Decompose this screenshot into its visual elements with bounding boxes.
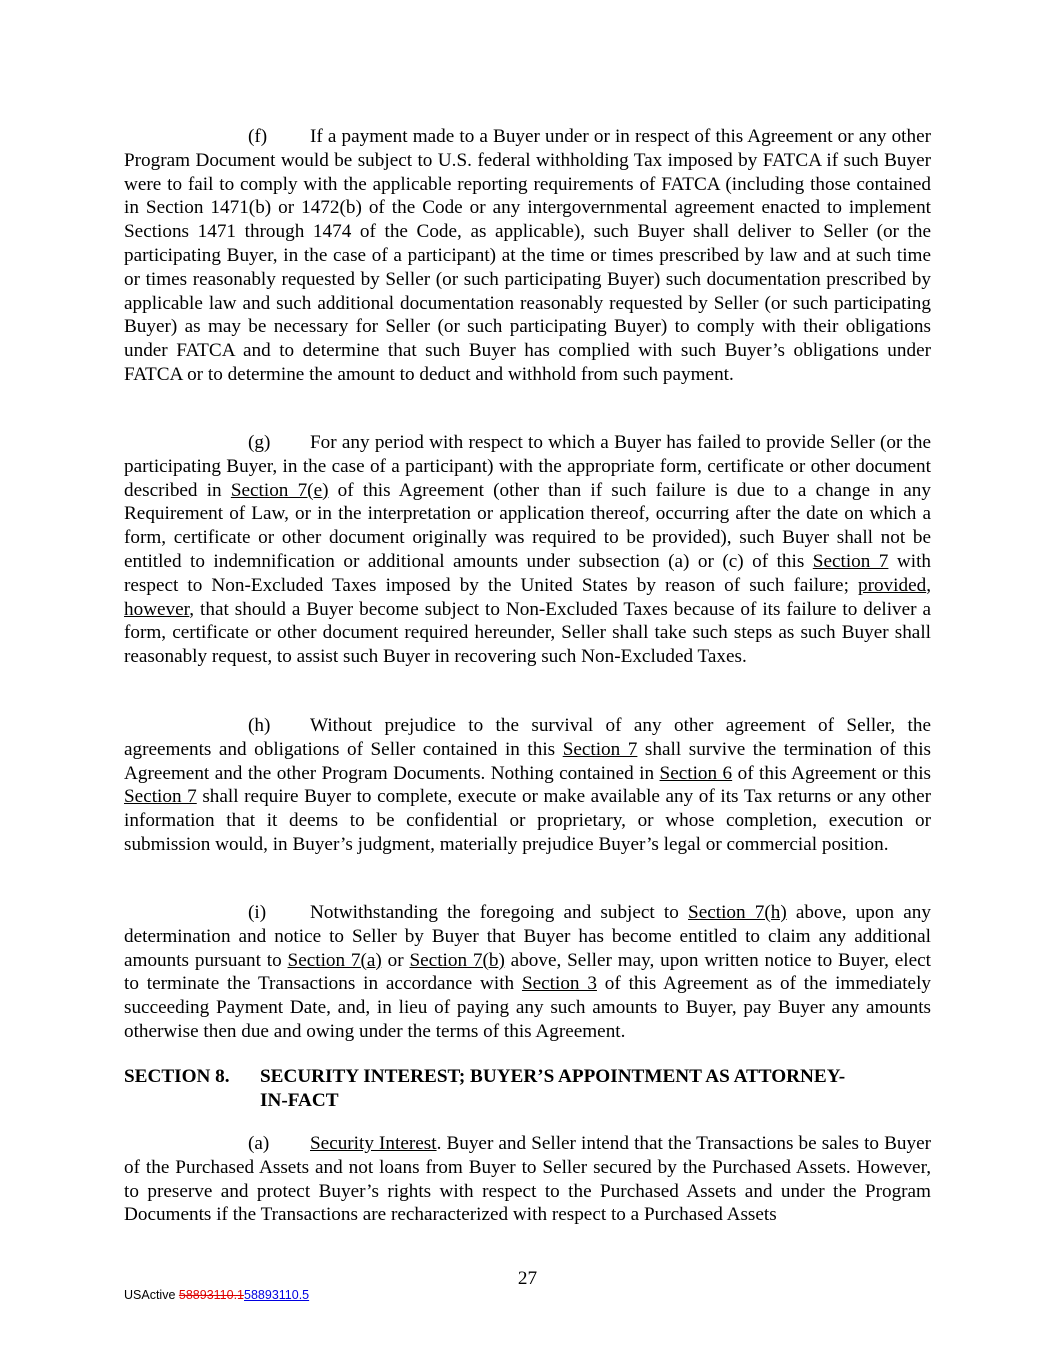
cross-reference-section-7b: Section 7(b) <box>409 949 505 971</box>
paragraph-a-text: . Buyer and Seller intend that the Transactions be sales to Buyer of the Purchased Assets and not loans from Buyer to Seller secured by the Purchased Assets. However, to preserve and protect Buyer’s rights with respect to the Purchased Assets and under the Program Documents if the Transactions are recharacterized with respect to a Purchased Assets <box>124 1133 931 1226</box>
cross-reference-section-7a: Section 7(a) <box>287 949 382 971</box>
paragraph-h-text-2: shall survive the termination of this Agreement and the other Program Documents. Nothing contained in <box>124 738 931 784</box>
paragraph-i-text-1: Notwithstanding the foregoing and subject to <box>310 902 689 923</box>
section-8-title-line-2: IN-FACT <box>260 1089 339 1111</box>
section-8-title <box>260 1065 920 1113</box>
paragraph-i-text-3: or <box>381 949 410 971</box>
paragraph-g-text-2: of this Agreement (other than if such failure is due to a change in any Requirement of Law, or in the interpretation or application thereof, occurring after the date on which a form, certificate or other document originally was required to be provided), such Buyer shall not be entitled to indemnification or additional amounts under subsection (a) or (c) of this <box>124 479 931 572</box>
cross-reference-section-3: Section 3 <box>521 973 597 995</box>
page-number: 27 <box>517 1268 538 1289</box>
cross-reference-section-7: Section 7 <box>124 786 197 808</box>
document-footer <box>124 1288 309 1303</box>
cross-reference-section-7: Section 7 <box>562 738 638 760</box>
footer-deleted-id: 58893110.1 <box>178 1288 245 1302</box>
term-provided: provided <box>857 574 927 596</box>
cross-reference-section-6: Section 6 <box>659 762 733 784</box>
cross-reference-section-7: Section 7 <box>812 550 889 572</box>
section-8-heading <box>124 1065 931 1113</box>
cross-reference-section-7h: Section 7(h) <box>688 902 787 923</box>
paragraph-g-text-1: For any period with respect to which a Buyer has failed to provide Seller (or the participating Buyer, in the case of a participant) with the appropriate form, certificate or other document described in <box>124 432 931 501</box>
paragraph-i-label: (i) <box>248 902 267 923</box>
paragraph-f-label: (f) <box>248 126 268 147</box>
footer-prefix: USActive <box>124 1288 179 1302</box>
paragraph-g-text-5: , that should a Buyer become subject to Non-Excluded Taxes because of its failure to deliver a form, certificate or other document required hereunder, Seller shall take such steps as such Buyer shall reasonably request, to assist such Buyer in recovering such Non-Excluded Taxes. <box>124 598 931 668</box>
paragraph-i <box>124 901 931 1044</box>
paragraph-h-text-1: Without prejudice to the survival of any other agreement of Seller, the agreements and obligations of Seller contained in this <box>124 715 931 760</box>
paragraph-h-text-4: shall require Buyer to complete, execute or make available any of its Tax returns or any other information that it deems to be confidential or proprietary, or whose completion, execution or submission would, in Buyer’s judgment, materially prejudice Buyer’s legal or commercial position. <box>124 786 931 855</box>
paragraph-i-text-5: of this Agreement as of the immediately succeeding Payment Date, and, in lieu of paying any such amounts to Buyer, pay Buyer any amounts otherwise then due and owing under the terms of this Agreement. <box>124 973 931 1042</box>
footer-inserted-id: 58893110.5 <box>244 1288 310 1302</box>
section-8-title-line-1: SECURITY INTEREST; BUYER’S APPOINTMENT AS ATTORNEY- <box>260 1066 846 1087</box>
term-however: however <box>124 598 190 620</box>
paragraph-a-label: (a) <box>248 1133 270 1154</box>
paragraph-i-text-4: above, Seller may, upon written notice to Buyer, elect to terminate the Transactions in accordance with <box>124 949 931 995</box>
paragraph-a-heading: Security Interest <box>310 1133 437 1154</box>
paragraph-h-text-3: of this Agreement or this <box>732 762 932 784</box>
paragraph-h-label: (h) <box>248 715 271 736</box>
paragraph-h <box>124 714 931 857</box>
paragraph-a <box>124 1132 931 1227</box>
paragraph-f-text: If a payment made to a Buyer under or in respect of this Agreement or any other Program Document would be subject to U.S. federal withholding Tax imposed by FATCA if such Buyer were to fail to comply with the applicable reporting requirements of FATCA (including those contained in Section 1471(b) or 1472(b) of the Code or any intergovernmental agreement enacted to implement Sections 1471 through 1474 of the Code, as applicable), such Buyer shall deliver to Seller (or the participating Buyer, in the case of a participant) at the time or times prescribed by law and at such time or times reasonably requested by Seller (or such participating Buyer) such documentation prescribed by applicable law and such additional documentation reasonably requested by Seller (or such participating Buyer) as may be necessary for Seller (or such participating Buyer) to comply with their obligations under FATCA and to determine that such Buyer has complied with such Buyer’s obligations under FATCA or to determine the amount to deduct and withhold from such payment. <box>124 126 931 385</box>
paragraph-f <box>124 125 931 387</box>
paragraph-g-label: (g) <box>248 432 271 453</box>
section-8-number: SECTION 8. <box>124 1066 230 1087</box>
paragraph-g-text-4: , <box>926 574 931 596</box>
paragraph-i-text-2: above, upon any determination and notice to Seller by Buyer that Buyer has become entitled to claim any additional amounts pursuant to <box>124 902 931 971</box>
cross-reference-section-7e: Section 7(e) <box>230 479 329 501</box>
paragraph-g-text-3: with respect to Non-Excluded Taxes imposed by the United States by reason of such failure; <box>124 550 931 596</box>
paragraph-g <box>124 431 931 669</box>
